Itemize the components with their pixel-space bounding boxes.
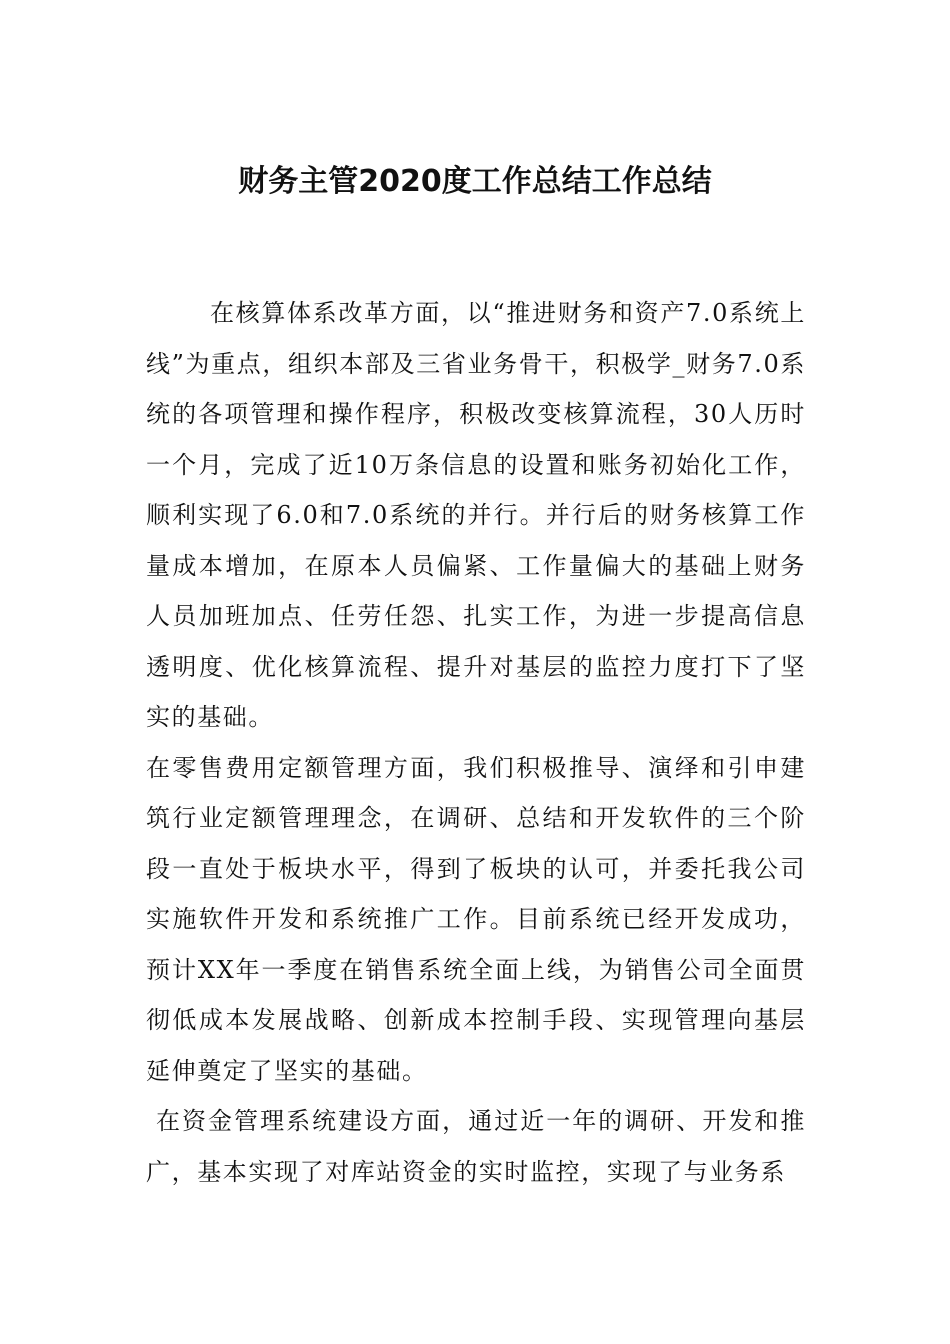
paragraph-fund-management-system: 在资金管理系统建设方面，通过近一年的调研、开发和推广，基本实现了对库站资金的实时监控，实现了与业务系 (146, 1107, 806, 1186)
paragraph-retail-expense-quota: 在零售费用定额管理方面，我们积极推导、演绎和引申建筑行业定额管理理念，在调研、总结和开发软件的三个阶段一直处于板块水平，得到了板块的认可，并委托我公司实施软件开发和系统推广工作。目前系统已经开发成功，预计XX年一季度在销售系统全面上线，为销售公司全面贯彻低成本发展战略、创新成本控制手段、实现管理向基层延伸奠定了坚实的基础。 (146, 753, 806, 1085)
paragraph-accounting-reform: 在核算体系改革方面，以“推进财务和资产7.0系统上线”为重点，组织本部及三省业务骨干，积极学_财务7.0系统的各项管理和操作程序，积极改变核算流程，30人历时一个月，完成了近10万条信息的设置和账务初始化工作，顺利实现了6.0和7.0系统的并行。并行后的财务核算工作量成本增加，在原本人员偏紧、工作量偏大的基础上财务人员加班加点、任劳任怨、扎实工作，为进一步提高信息透明度、优化核算流程、提升对基层的监控力度打下了坚实的基础。 (146, 299, 806, 731)
document-body (146, 288, 806, 1197)
document-title: 财务主管2020度工作总结工作总结 (238, 164, 712, 199)
